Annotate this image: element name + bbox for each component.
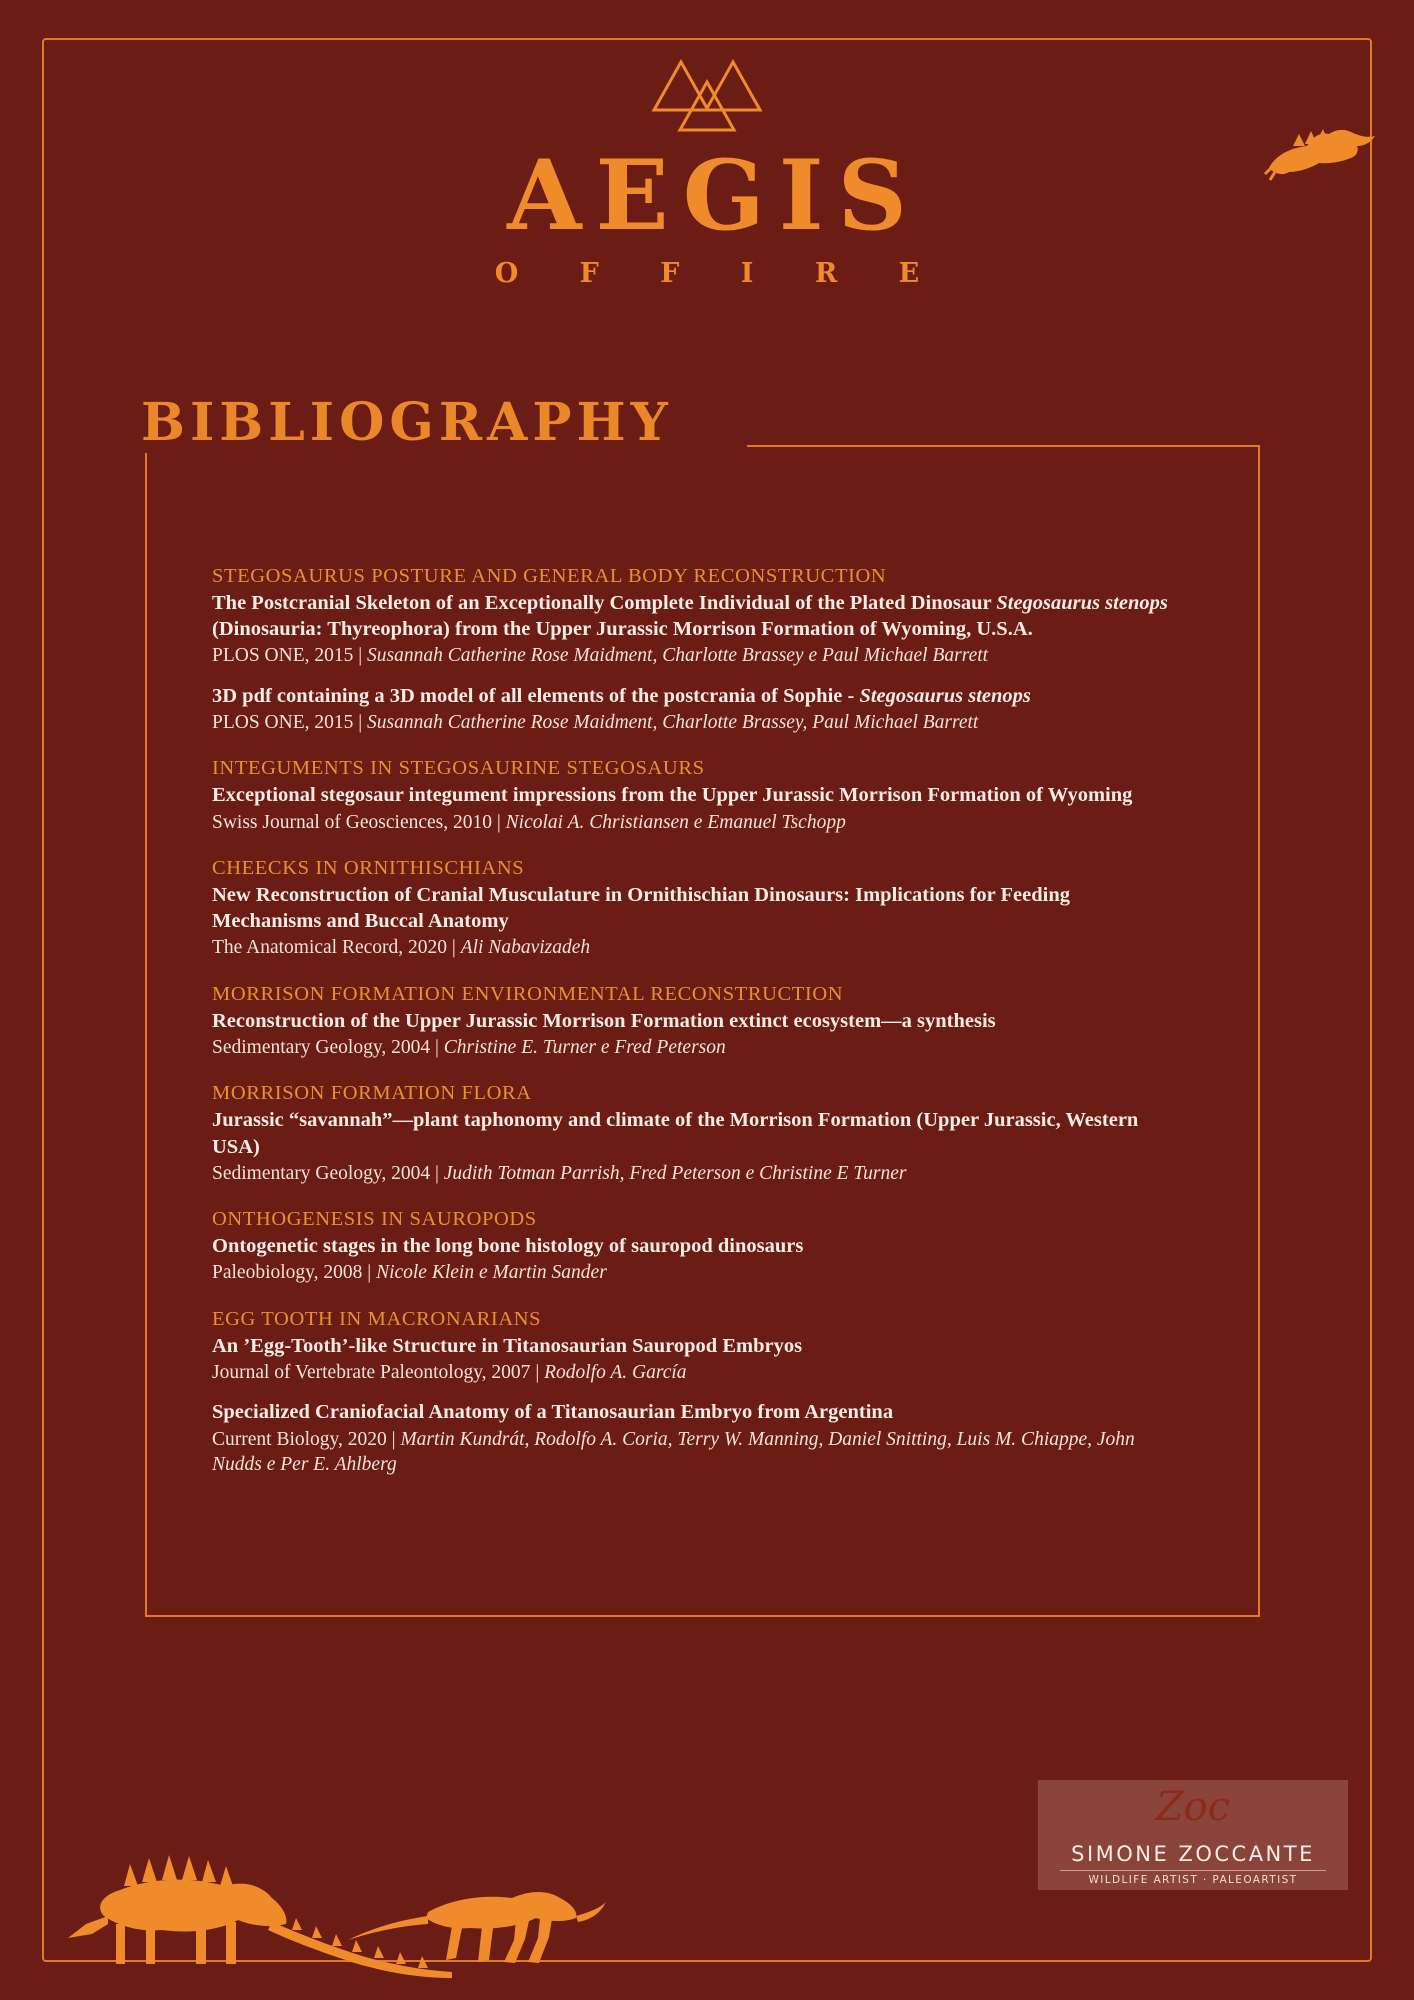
reference-title-text: The Postcranial Skeleton of an Exceptionally Complete Individual of the Plated Dinosaur xyxy=(212,592,997,614)
reference-source: Current Biology, 2020 xyxy=(212,1428,387,1450)
reference-title-text: An ’Egg-Tooth’-like Structure in Titanosaurian Sauropod Embryos xyxy=(212,1334,803,1357)
reference-separator: | xyxy=(362,1262,377,1284)
reference-authors: Susannah Catherine Rose Maidment, Charlotte Brassey, Paul Michael Barrett xyxy=(367,712,979,734)
reference-entry xyxy=(212,590,1172,669)
brand-title: AEGIS xyxy=(507,139,921,252)
reference-meta xyxy=(212,810,1172,835)
artist-name: SIMONE ZOCCANTE xyxy=(1071,1842,1315,1866)
reference-entry xyxy=(212,1333,1172,1386)
reference-authors: Nicolai A. Christiansen e Emanuel Tschopp xyxy=(505,811,846,833)
reference-group xyxy=(212,1082,1172,1186)
reference-title-text: Reconstruction of the Upper Jurassic Morrison Formation extinct ecosystem—a synthesis xyxy=(212,1009,996,1032)
reference-title xyxy=(212,1107,1172,1159)
artist-signature-card xyxy=(1038,1780,1348,1890)
stegosaurus-silhouette-icon xyxy=(1263,116,1383,186)
reference-authors: Rodolfo A. García xyxy=(544,1361,687,1383)
brand-logo-block xyxy=(0,48,1414,289)
section-heading: BIBLIOGRAPHY xyxy=(133,392,687,453)
reference-authors: Martin Kundrát, Rodolfo A. Coria, Terry W. Manning, Daniel Snitting, Luis M. Chiappe, John Nudds e Per E. Ahlberg xyxy=(212,1428,1135,1475)
reference-entry xyxy=(212,1107,1172,1186)
reference-entry xyxy=(212,1399,1172,1477)
reference-title-text: Specialized Craniofacial Anatomy of a Titanosaurian Embryo from Argentina xyxy=(212,1401,894,1424)
reference-separator: | xyxy=(353,645,368,667)
reference-title xyxy=(212,782,1172,808)
reference-section-title: EGG TOOTH IN MACRONARIANS xyxy=(212,1307,542,1330)
reference-title-text: New Reconstruction of Cranial Musculature in Ornithischian Dinosaurs: Implications for Feeding Mechanisms and Buccal Anatomy xyxy=(212,883,1070,933)
reference-title xyxy=(212,1233,1172,1259)
reference-meta xyxy=(212,1260,1172,1285)
artist-role: WILDLIFE ARTIST · PALEOARTIST xyxy=(1060,1870,1326,1886)
reference-meta xyxy=(212,1035,1172,1060)
reference-authors: Ali Nabavizadeh xyxy=(460,937,591,959)
reference-title-text: Jurassic “savannah”—plant taphonomy and climate of the Morrison Formation (Upper Jurassic, Western USA) xyxy=(212,1109,1139,1158)
reference-meta xyxy=(212,1427,1172,1478)
reference-meta xyxy=(212,643,1172,668)
reference-section-title: INTEGUMENTS IN STEGOSAURINE STEGOSAURS xyxy=(212,757,705,780)
reference-meta xyxy=(212,710,1172,735)
reference-title xyxy=(212,590,1172,642)
reference-authors: Nicole Klein e Martin Sander xyxy=(376,1262,607,1284)
reference-meta xyxy=(212,935,1172,960)
reference-group xyxy=(212,1308,1172,1478)
reference-entry xyxy=(212,882,1172,961)
reference-separator: | xyxy=(430,1162,444,1184)
reference-title-text: 3D pdf containing a 3D model of all elements of the postcrania of Sophie - xyxy=(212,684,860,707)
reference-title xyxy=(212,1333,1172,1359)
reference-group xyxy=(212,757,1172,835)
reference-source: The Anatomical Record, 2020 xyxy=(212,937,448,959)
reference-title-text: Exceptional stegosaur integument impressions from the Upper Jurassic Morrison Formation of Wyoming xyxy=(212,784,1133,807)
bibliography-list xyxy=(212,565,1172,1477)
brand-subtitle: O F F I R E xyxy=(494,258,946,289)
reference-source: Sedimentary Geology, 2004 xyxy=(212,1037,431,1059)
reference-section-title: MORRISON FORMATION ENVIRONMENTAL RECONSTRUCTION xyxy=(212,982,844,1005)
reference-authors: Christine E. Turner e Fred Peterson xyxy=(443,1037,726,1059)
reference-source: Sedimentary Geology, 2004 xyxy=(212,1162,431,1184)
reference-title-italic: Stegosaurus stenops xyxy=(996,592,1168,614)
reference-separator: | xyxy=(386,1428,401,1450)
reference-meta xyxy=(212,1161,1172,1186)
reference-section-title: MORRISON FORMATION FLORA xyxy=(212,1082,532,1105)
reference-title-text-tail: (Dinosauria: Thyreophora) from the Upper Jurassic Morrison Formation of Wyoming, U.S.A. xyxy=(212,618,1033,641)
reference-entry xyxy=(212,1008,1172,1061)
reference-source: PLOS ONE, 2015 xyxy=(212,712,354,734)
reference-title xyxy=(212,1399,1172,1425)
reference-section-title: STEGOSAURUS POSTURE AND GENERAL BODY RECONSTRUCTION xyxy=(212,565,887,587)
reference-separator: | xyxy=(447,937,461,959)
reference-separator: | xyxy=(430,1037,444,1059)
reference-separator: | xyxy=(530,1361,545,1383)
reference-entry xyxy=(212,683,1172,736)
reference-authors: Susannah Catherine Rose Maidment, Charlotte Brassey e Paul Michael Barrett xyxy=(367,645,989,667)
reference-group xyxy=(212,565,1172,735)
reference-entry xyxy=(212,782,1172,835)
signature-script: Zoc xyxy=(1155,1784,1231,1830)
reference-title xyxy=(212,683,1172,709)
reference-source: PLOS ONE, 2015 xyxy=(212,645,354,667)
reference-meta xyxy=(212,1360,1172,1385)
reference-title-text: Ontogenetic stages in the long bone histology of sauropod dinosaurs xyxy=(212,1235,804,1258)
reference-separator: | xyxy=(353,712,368,734)
reference-authors: Judith Totman Parrish, Fred Peterson e Christine E Turner xyxy=(443,1162,907,1184)
reference-entry xyxy=(212,1233,1172,1286)
reference-source: Paleobiology, 2008 xyxy=(212,1262,363,1284)
reference-separator: | xyxy=(492,811,506,833)
reference-section-title: CHEECKS IN ORNITHISCHIANS xyxy=(212,856,525,879)
reference-title-italic: Stegosaurus stenops xyxy=(859,684,1031,707)
reference-group xyxy=(212,983,1172,1061)
reference-section-title: ONTHOGENESIS IN SAUROPODS xyxy=(212,1208,537,1231)
reference-source: Swiss Journal of Geosciences, 2010 xyxy=(212,811,492,833)
reference-title xyxy=(212,1008,1172,1034)
reference-group xyxy=(212,1208,1172,1286)
triangle-logo-icon xyxy=(632,48,782,138)
reference-title xyxy=(212,882,1172,934)
reference-group xyxy=(212,857,1172,961)
reference-source: Journal of Vertebrate Paleontology, 2007 xyxy=(212,1361,531,1383)
